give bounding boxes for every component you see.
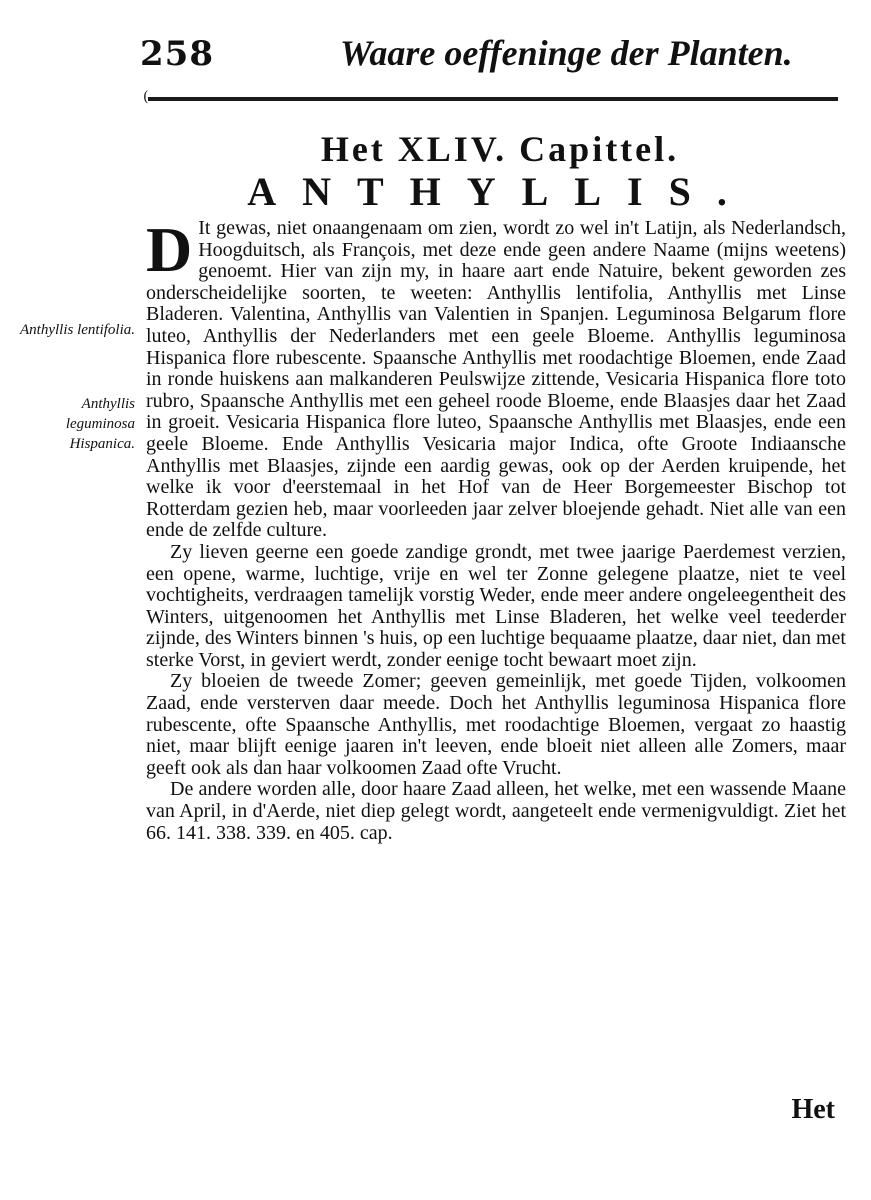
paragraph-4: De andere worden alle, door haare Zaad alleen, het welke, met een wassende Maane van April, in d'Aerde, niet diep gelegt wordt, aangeteelt ende vermenigvuldigt. Ziet het 66. 141. 338. 339. en 405. cap. (146, 778, 846, 844)
running-title: Waare oeffeninge der Planten. (340, 33, 793, 73)
paragraph-1-text: It gewas, niet onaangenaam om zien, wordt zo wel in't Latijn, als Nederlandsch, Hoogduitsch, als François, met deze ende geen andere Naame (mijns weetens) genoemt. Hier van zijn my, in haare aart ende Natuire, bekent geworden zes onderscheidelijke soorten, te weeten: Anthyllis lentifolia, Anthyllis met Linse Bladeren. Valentina, Anthyllis van Valentien in Spanjen. Leguminosa Belgarum flore luteo, Anthyllis der Nederlanders met een geele Bloeme. Anthyllis leguminosa Hispanica flore rubescente. Spaansche Anthyllis met roodachtige Bloemen, ende Zaad in ronde huiskens aan malkanderen Peulswijze zittende, Vesicaria Hispanica flore toto rubro, Spaansche Anthyllis met een geheel roode Bloeme, ende Blaasjes daar het Zaad in groeit. Vesicaria Hispanica flore luteo, Spaansche Anthyllis met Blaasjes, ende een geele Bloeme. Ende Anthyllis Vesicaria major Indica, ofte Groote Indiaansche Anthyllis met Blaasjes, zijnde een aardig gewas, ook op der Aerden kruipende, het welke ik voor d'eerstemaal in het Hof van de Heer Borgemeester Bischop tot Rotterdam gezien heb, maar voorleeden jaar zelver bloejende gehadt. Niet alle van een ende de zelfde culture. (146, 217, 846, 542)
chapter-heading: Het XLIV. Capittel. (320, 129, 680, 169)
header-rule (148, 97, 838, 101)
drop-cap: D (146, 214, 193, 285)
sidenote-anthyllis-leguminosa: Anthyllis leguminosa Hispanica. (65, 396, 135, 452)
catchword: Het (791, 1094, 835, 1125)
paragraph-2: Zy lieven geerne een goede zandige grondt, met twee jaarige Paerdemest verzien, een opene, warme, luchtige, vrije en wel ter Zonne gelegene plaatze, niet te veel vochtigheits, verdraagen tamelijk vorstig Weder, ende meer andere ongeleegentheit des Winters, uitgenoomen het Anthyllis met Linse Bladeren, het welke veel teederder zijnde, des Winters binnen 's huis, op een luchtige bequaame plaatze, daar niet, dan met sterke Vorst, in geviert werdt, zonder eenige tocht bewaart moet zijn. (146, 540, 846, 671)
rule-mark: ( (143, 89, 149, 105)
paragraph-3: Zy bloeien de tweede Zomer; geeven gemeinlijk, met goede Tijden, volkoomen Zaad, ende versterven daar meede. Doch het Anthyllis leguminosa Hispanica flore rubescente, ofte Spaansche Anthyllis, met roodachtige Bloemen, vergaat zo haastig niet, maar blijft eenige jaaren in't leeven, ende bloeit niet alleen alle Zomers, maar geeft ook als dan haar volkoomen Zaad ofte Vrucht. (146, 670, 846, 779)
page-number: 258 (140, 34, 214, 74)
page-header (140, 30, 840, 80)
sidenote-anthyllis-lentifolia: Anthyllis lentifolia. (20, 322, 135, 338)
chapter-title: ANTHYLLIS. (247, 169, 753, 214)
body-text (146, 214, 846, 844)
paragraph-1 (146, 214, 846, 542)
